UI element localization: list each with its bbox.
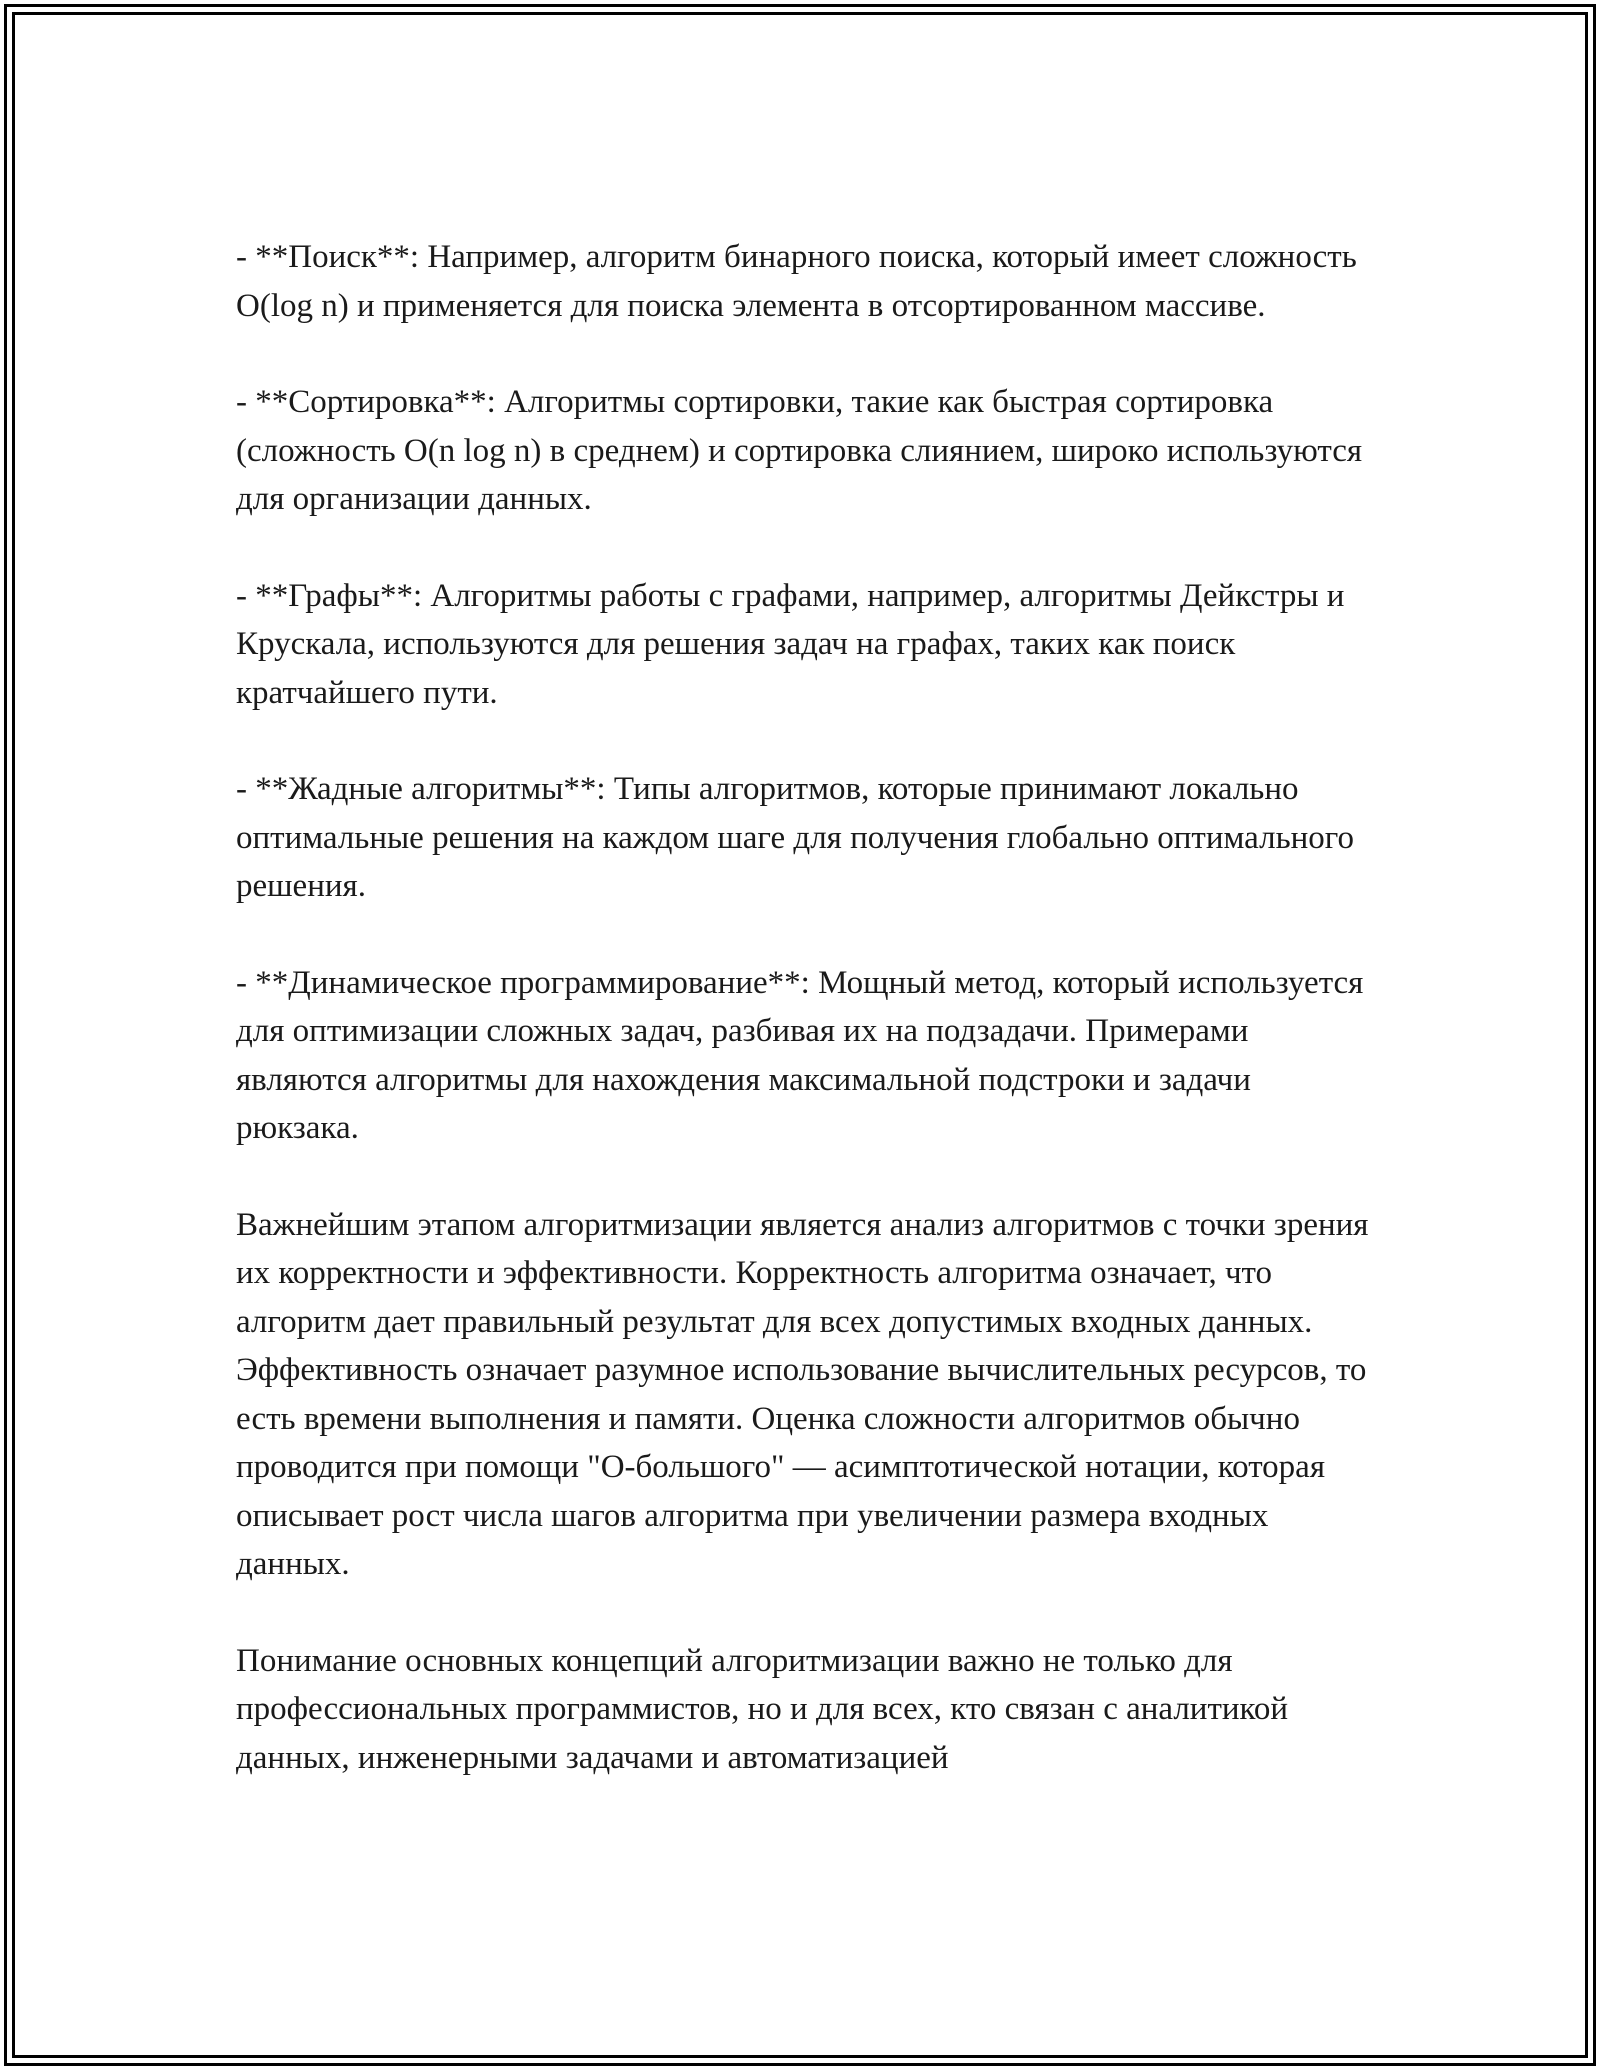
paragraph-algorithm-analysis: Важнейшим этапом алгоритмизации является анализ алгоритмов с точки зрения их корректности и эффективности. Корректность алгоритма означает, что алгоритм дает правильный результат для всех допустимых входных данных. Эффективность означает разумное использование вычислительных ресурсов, то есть времени выполнения и памяти. Оценка сложности алгоритмов обычно проводится при помощи "О-большого" — асимптотической нотации, которая описывает рост числа шагов алгоритма при увеличении размера входных данных. — [236, 1206, 1369, 1582]
bullet-search: - **Поиск**: Например, алгоритм бинарного поиска, который имеет сложность O(log n) и применяется для поиска элемента в отсортированном массиве. — [236, 239, 1357, 324]
bullet-sorting: - **Сортировка**: Алгоритмы сортировки, такие как быстрая сортировка (сложность O(n log n) в среднем) и сортировка слиянием, широко используются для организации данных. — [236, 384, 1363, 517]
document-body — [236, 233, 1376, 1782]
paragraph-understanding-concepts: Понимание основных концепций алгоритмизации важно не только для профессиональных программистов, но и для всех, кто связан с аналитикой данных, инженерными задачами и автоматизацией — [236, 1642, 1289, 1776]
bullet-greedy-algorithms: - **Жадные алгоритмы**: Типы алгоритмов, которые принимают локально оптимальные решения на каждом шаге для получения глобально оптимального решения. — [236, 771, 1355, 904]
bullet-graphs: - **Графы**: Алгоритмы работы с графами, например, алгоритмы Дейкстры и Крускала, используются для решения задач на графах, таких как поиск кратчайшего пути. — [236, 577, 1345, 711]
bullet-dynamic-programming: - **Динамическое программирование**: Мощный метод, который используется для оптимизации сложных задач, разбивая их на подзадачи. Примерами являются алгоритмы для нахождения максимальной подстроки и задачи рюкзака. — [236, 964, 1364, 1146]
